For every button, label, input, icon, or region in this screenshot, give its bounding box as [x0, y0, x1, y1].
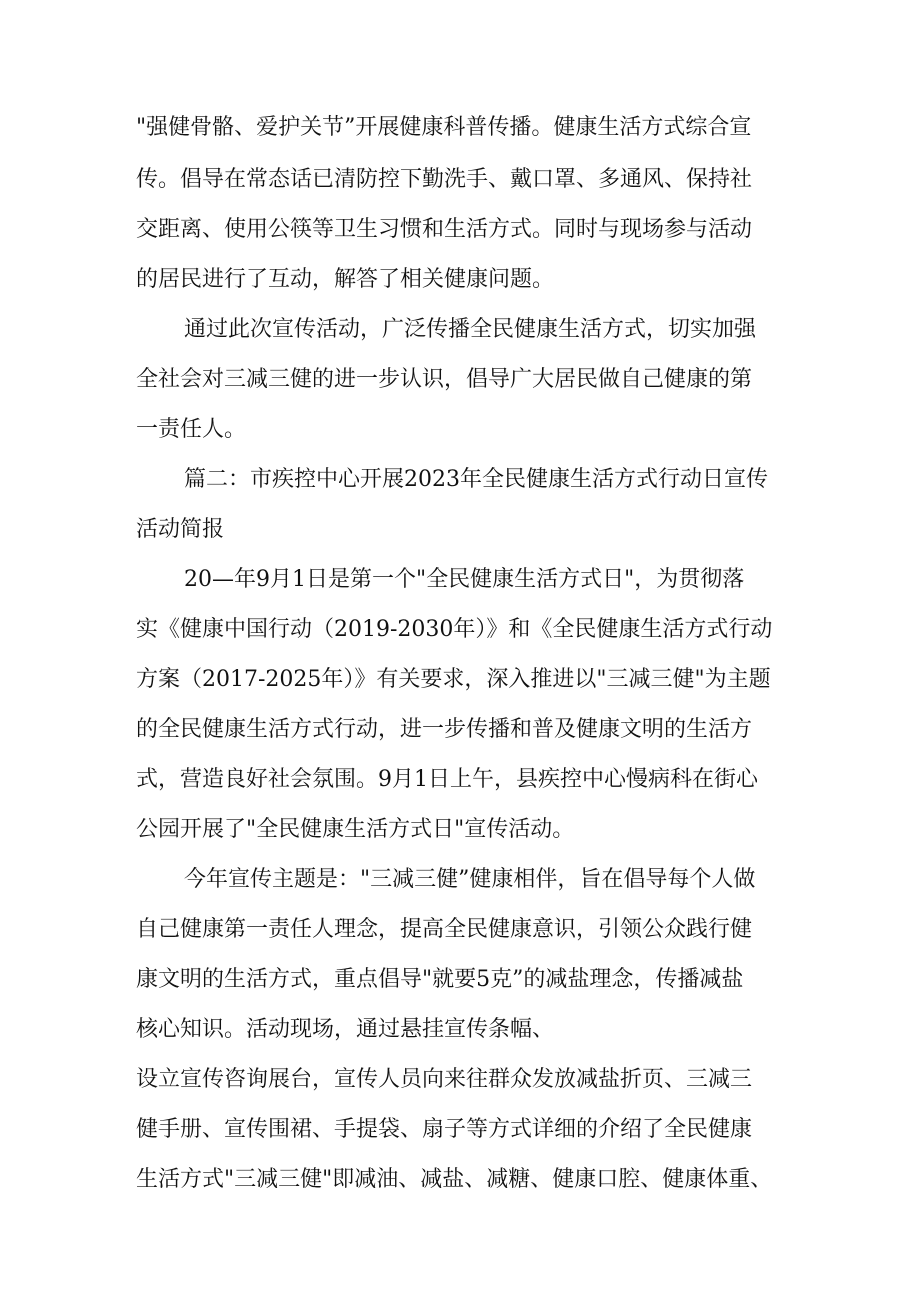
text-line: 全社会对三减三健的进一步认识，倡导广大居民做自己健康的第 — [136, 367, 753, 392]
paragraph-first-line: 今年宣传主题是："三减三健”健康相伴，旨在倡导每个人做 — [184, 867, 756, 892]
text-line: 康文明的生活方式，重点倡导"就要5克”的减盐理念，传播减盐 — [136, 967, 744, 992]
text-line: "强健骨骼、爱护关节”开展健康科普传播。健康生活方式综合宣 — [136, 115, 752, 140]
text-line: 的全民健康生活方式行动，进一步传播和普及健康文明的生活方 — [136, 717, 753, 742]
text-line: 交距离、使用公筷等卫生习惯和生活方式。同时与现场参与活动 — [136, 217, 753, 242]
text-line: 生活方式"三减三健"即减油、减盐、减糖、健康口腔、健康体重、 — [136, 1167, 773, 1192]
text-line: 方案（2017-2025年）》有关要求，深入推进以"三减三健"为主题 — [136, 667, 771, 692]
text-line: 设立宣传咨询展台，宣传人员向来往群众发放减盐折页、三减三 — [136, 1067, 753, 1092]
text-line: 的居民进行了互动，解答了相关健康问题。 — [136, 267, 555, 292]
text-line: 式，营造良好社会氛围。9月1日上午，县疾控中心慢病科在街心 — [136, 767, 758, 792]
section-heading-line: 活动简报 — [136, 517, 225, 542]
text-line: 核心知识。活动现场，通过悬挂宣传条幅、 — [136, 1017, 555, 1042]
text-line: 自己健康第一责任人理念，提高全民健康意识，引领公众践行健 — [136, 917, 753, 942]
text-line: 公园开展了"全民健康生活方式日"宣传活动。 — [136, 817, 575, 842]
text-line: 健手册、宣传围裙、手提袋、扇子等方式详细的介绍了全民健康 — [136, 1117, 753, 1142]
text-line: 传。倡导在常态话已清防控下勤洗手、戴口罩、多通风、保持社 — [136, 167, 753, 192]
paragraph-first-line: 通过此次宣传活动，广泛传播全民健康生活方式，切实加强 — [184, 317, 757, 342]
text-line: 一责任人。 — [136, 417, 247, 442]
paragraph-first-line: 20—年9月1日是第一个"全民健康生活方式日"，为贯彻落 — [184, 567, 745, 592]
section-heading-line: 篇二：市疾控中心开展2023年全民健康生活方式行动日宣传 — [184, 467, 768, 492]
text-line: 实《健康中国行动（2019-2030年）》和《全民健康生活方式行动 — [136, 617, 773, 642]
